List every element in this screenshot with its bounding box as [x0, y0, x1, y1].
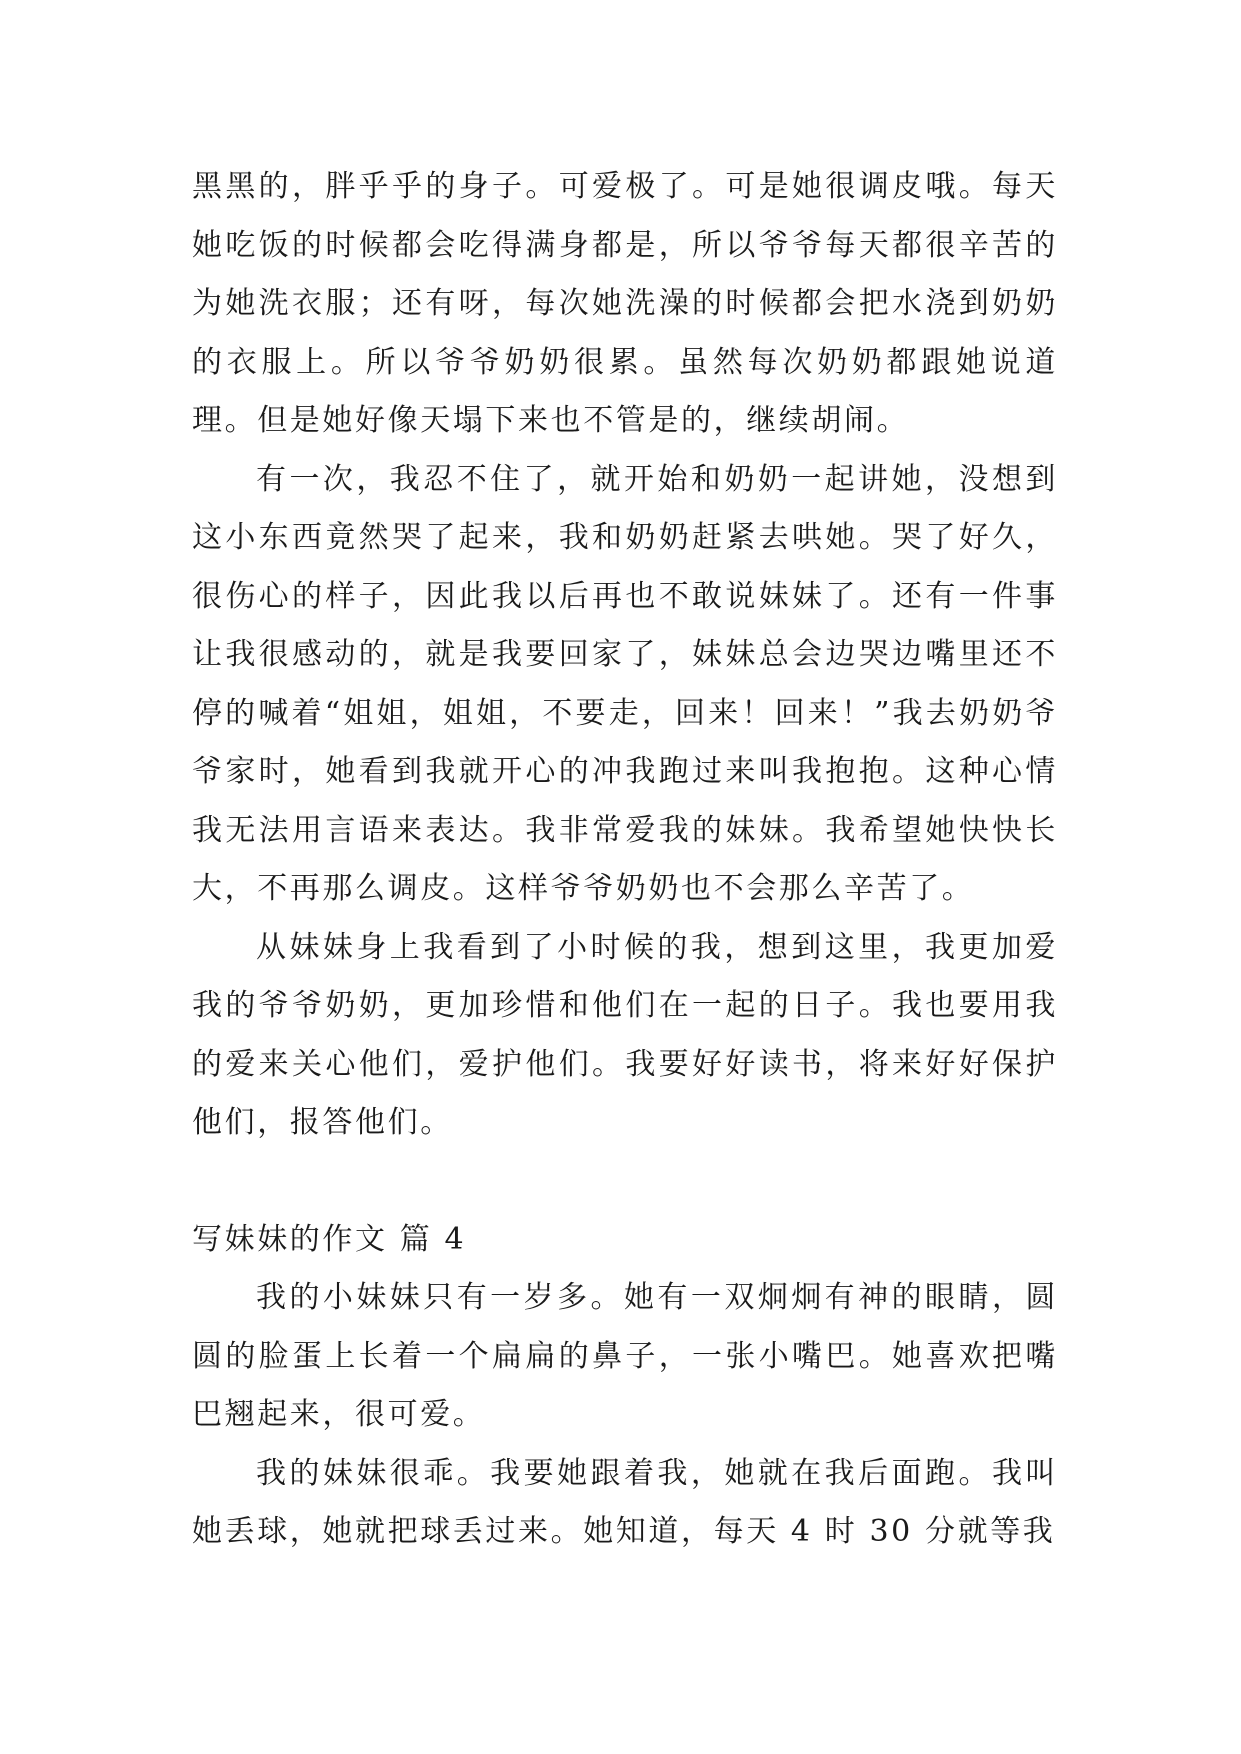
- section-title: 写妹妹的作文 篇 4: [192, 1221, 467, 1257]
- paragraph-4: 我的小妹妹只有一岁多。她有一双炯炯有神的眼睛，圆圆的脸蛋上长着一个扁扁的鼻子，一张小嘴巴。她喜欢把嘴巴翘起来，很可爱。: [192, 1280, 1058, 1432]
- paragraph-3: 从妹妹身上我看到了小时候的我，想到这里，我更加爱我的爷爷奶奶，更加珍惜和他们在一起的日子。我也要用我的爱来关心他们，爱护他们。我要好好读书，将来好好保护他们，报答他们。: [192, 929, 1058, 1140]
- paragraph-1: 黑黑的，胖乎乎的身子。可爱极了。可是她很调皮哦。每天她吃饭的时候都会吃得满身都是，所以爷爷每天都很辛苦的为她洗衣服；还有呀，每次她洗澡的时候都会把水浇到奶奶的衣服上。所以爷爷奶奶很累。虽然每次奶奶都跟她说道理。但是她好像天塌下来也不管是的，继续胡闹。: [192, 169, 1058, 438]
- paragraph-5: 我的妹妹很乖。我要她跟着我，她就在我后面跑。我叫她丢球，她就把球丢过来。她知道，每天 4 时 30 分就等我: [192, 1455, 1058, 1549]
- section-spacer: [192, 1153, 1058, 1211]
- document-page: [192, 158, 1058, 1562]
- paragraph-2: 有一次，我忍不住了，就开始和奶奶一起讲她，没想到这小东西竟然哭了起来，我和奶奶赶紧去哄她。哭了好久，很伤心的样子，因此我以后再也不敢说妹妹了。还有一件事让我很感动的，就是我要回家了，妹妹总会边哭边嘴里还不停的喊着“姐姐，姐姐，不要走，回来！回来！”我去奶奶爷爷家时，她看到我就开心的冲我跑过来叫我抱抱。这种心情我无法用言语来表达。我非常爱我的妹妹。我希望她快快长大，不再那么调皮。这样爷爷奶奶也不会那么辛苦了。: [192, 461, 1058, 906]
